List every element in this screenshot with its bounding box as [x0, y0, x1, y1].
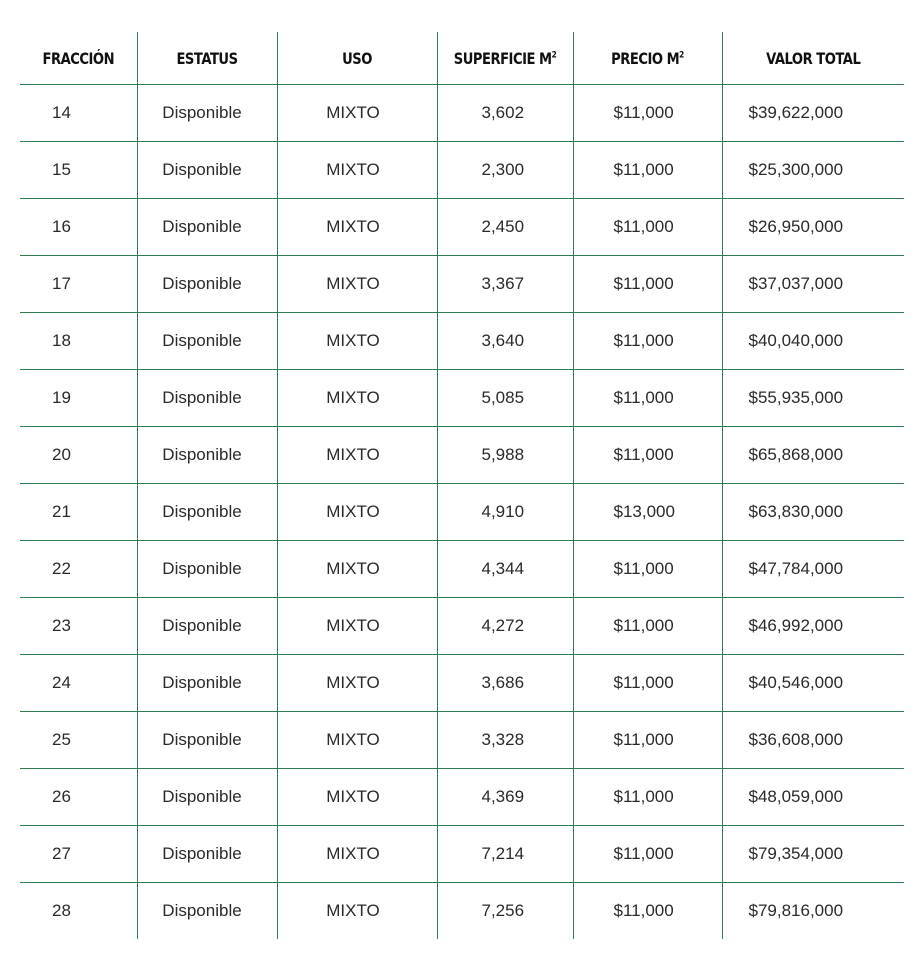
cell-estatus: Disponible — [137, 883, 277, 940]
cell-uso: MIXTO — [277, 256, 437, 313]
cell-valor-total: $55,935,000 — [722, 370, 904, 427]
cell-uso: MIXTO — [277, 655, 437, 712]
cell-uso: MIXTO — [277, 484, 437, 541]
cell-superficie: 3,686 — [437, 655, 573, 712]
cell-precio: $11,000 — [573, 199, 722, 256]
cell-estatus: Disponible — [137, 484, 277, 541]
cell-fraccion: 16 — [20, 199, 137, 256]
cell-precio: $11,000 — [573, 655, 722, 712]
table-row — [20, 826, 904, 883]
header-valor-total: VALOR TOTAL — [738, 32, 887, 85]
cell-valor-total: $40,040,000 — [722, 313, 904, 370]
cell-superficie: 3,328 — [437, 712, 573, 769]
cell-uso: MIXTO — [277, 85, 437, 142]
cell-fraccion: 14 — [20, 85, 137, 142]
table-row — [20, 769, 904, 826]
cell-uso: MIXTO — [277, 199, 437, 256]
cell-superficie: 5,085 — [437, 370, 573, 427]
cell-precio: $11,000 — [573, 256, 722, 313]
cell-valor-total: $40,546,000 — [722, 655, 904, 712]
cell-fraccion: 22 — [20, 541, 137, 598]
cell-uso: MIXTO — [277, 427, 437, 484]
cell-superficie: 2,450 — [437, 199, 573, 256]
table-row — [20, 427, 904, 484]
table-row — [20, 256, 904, 313]
cell-valor-total: $26,950,000 — [722, 199, 904, 256]
cell-fraccion: 17 — [20, 256, 137, 313]
table-body — [20, 85, 904, 940]
cell-precio: $11,000 — [573, 85, 722, 142]
table-row — [20, 598, 904, 655]
cell-precio: $11,000 — [573, 313, 722, 370]
cell-valor-total: $48,059,000 — [722, 769, 904, 826]
cell-valor-total: $63,830,000 — [722, 484, 904, 541]
cell-estatus: Disponible — [137, 427, 277, 484]
table-row — [20, 85, 904, 142]
cell-fraccion: 26 — [20, 769, 137, 826]
header-fraccion: FRACCIÓN — [31, 32, 127, 85]
table-row — [20, 313, 904, 370]
header-precio: PRECIO $M^2$ — [586, 32, 708, 85]
cell-valor-total: $39,622,000 — [722, 85, 904, 142]
cell-uso: MIXTO — [277, 598, 437, 655]
cell-superficie: 7,214 — [437, 826, 573, 883]
table-row — [20, 655, 904, 712]
cell-fraccion: 24 — [20, 655, 137, 712]
table-row — [20, 484, 904, 541]
cell-precio: $11,000 — [573, 826, 722, 883]
cell-estatus: Disponible — [137, 313, 277, 370]
cell-estatus: Disponible — [137, 541, 277, 598]
cell-superficie: 3,367 — [437, 256, 573, 313]
cell-superficie: 3,640 — [437, 313, 573, 370]
header-estatus: ESTATUS — [150, 32, 265, 85]
table-row — [20, 199, 904, 256]
table-row — [20, 370, 904, 427]
cell-fraccion: 25 — [20, 712, 137, 769]
cell-superficie: 5,988 — [437, 427, 573, 484]
cell-fraccion: 27 — [20, 826, 137, 883]
cell-uso: MIXTO — [277, 883, 437, 940]
cell-uso: MIXTO — [277, 313, 437, 370]
cell-estatus: Disponible — [137, 826, 277, 883]
header-uso: USO — [291, 32, 422, 85]
cell-valor-total: $47,784,000 — [722, 541, 904, 598]
cell-precio: $11,000 — [573, 712, 722, 769]
cell-superficie: 4,910 — [437, 484, 573, 541]
table-row — [20, 541, 904, 598]
cell-uso: MIXTO — [277, 712, 437, 769]
header-superficie: SUPERFICIE $M^2$ — [449, 32, 561, 85]
cell-uso: MIXTO — [277, 769, 437, 826]
lots-table — [20, 32, 904, 939]
cell-precio: $11,000 — [573, 883, 722, 940]
cell-estatus: Disponible — [137, 655, 277, 712]
cell-valor-total: $46,992,000 — [722, 598, 904, 655]
cell-superficie: 4,344 — [437, 541, 573, 598]
cell-valor-total: $65,868,000 — [722, 427, 904, 484]
cell-precio: $13,000 — [573, 484, 722, 541]
squared-superscript: 2 — [551, 50, 557, 61]
cell-estatus: Disponible — [137, 598, 277, 655]
cell-uso: MIXTO — [277, 142, 437, 199]
cell-estatus: Disponible — [137, 256, 277, 313]
cell-superficie: 3,602 — [437, 85, 573, 142]
cell-precio: $11,000 — [573, 598, 722, 655]
cell-precio: $11,000 — [573, 427, 722, 484]
cell-fraccion: 18 — [20, 313, 137, 370]
cell-estatus: Disponible — [137, 370, 277, 427]
cell-valor-total: $79,354,000 — [722, 826, 904, 883]
cell-superficie: 7,256 — [437, 883, 573, 940]
cell-estatus: Disponible — [137, 85, 277, 142]
cell-uso: MIXTO — [277, 826, 437, 883]
cell-precio: $11,000 — [573, 142, 722, 199]
cell-superficie: 4,272 — [437, 598, 573, 655]
cell-valor-total: $25,300,000 — [722, 142, 904, 199]
cell-precio: $11,000 — [573, 370, 722, 427]
cell-estatus: Disponible — [137, 142, 277, 199]
cell-superficie: 4,369 — [437, 769, 573, 826]
lots-table-container — [20, 32, 904, 939]
cell-precio: $11,000 — [573, 541, 722, 598]
cell-valor-total: $36,608,000 — [722, 712, 904, 769]
cell-fraccion: 15 — [20, 142, 137, 199]
table-row — [20, 883, 904, 940]
cell-uso: MIXTO — [277, 541, 437, 598]
cell-estatus: Disponible — [137, 199, 277, 256]
squared-superscript: 2 — [679, 50, 684, 61]
cell-valor-total: $37,037,000 — [722, 256, 904, 313]
cell-precio: $11,000 — [573, 769, 722, 826]
cell-fraccion: 19 — [20, 370, 137, 427]
cell-valor-total: $79,816,000 — [722, 883, 904, 940]
table-row — [20, 712, 904, 769]
cell-fraccion: 20 — [20, 427, 137, 484]
cell-fraccion: 23 — [20, 598, 137, 655]
cell-estatus: Disponible — [137, 769, 277, 826]
cell-uso: MIXTO — [277, 370, 437, 427]
table-header-row — [20, 32, 904, 85]
table-row — [20, 142, 904, 199]
cell-estatus: Disponible — [137, 712, 277, 769]
cell-superficie: 2,300 — [437, 142, 573, 199]
cell-fraccion: 21 — [20, 484, 137, 541]
cell-fraccion: 28 — [52, 901, 71, 920]
